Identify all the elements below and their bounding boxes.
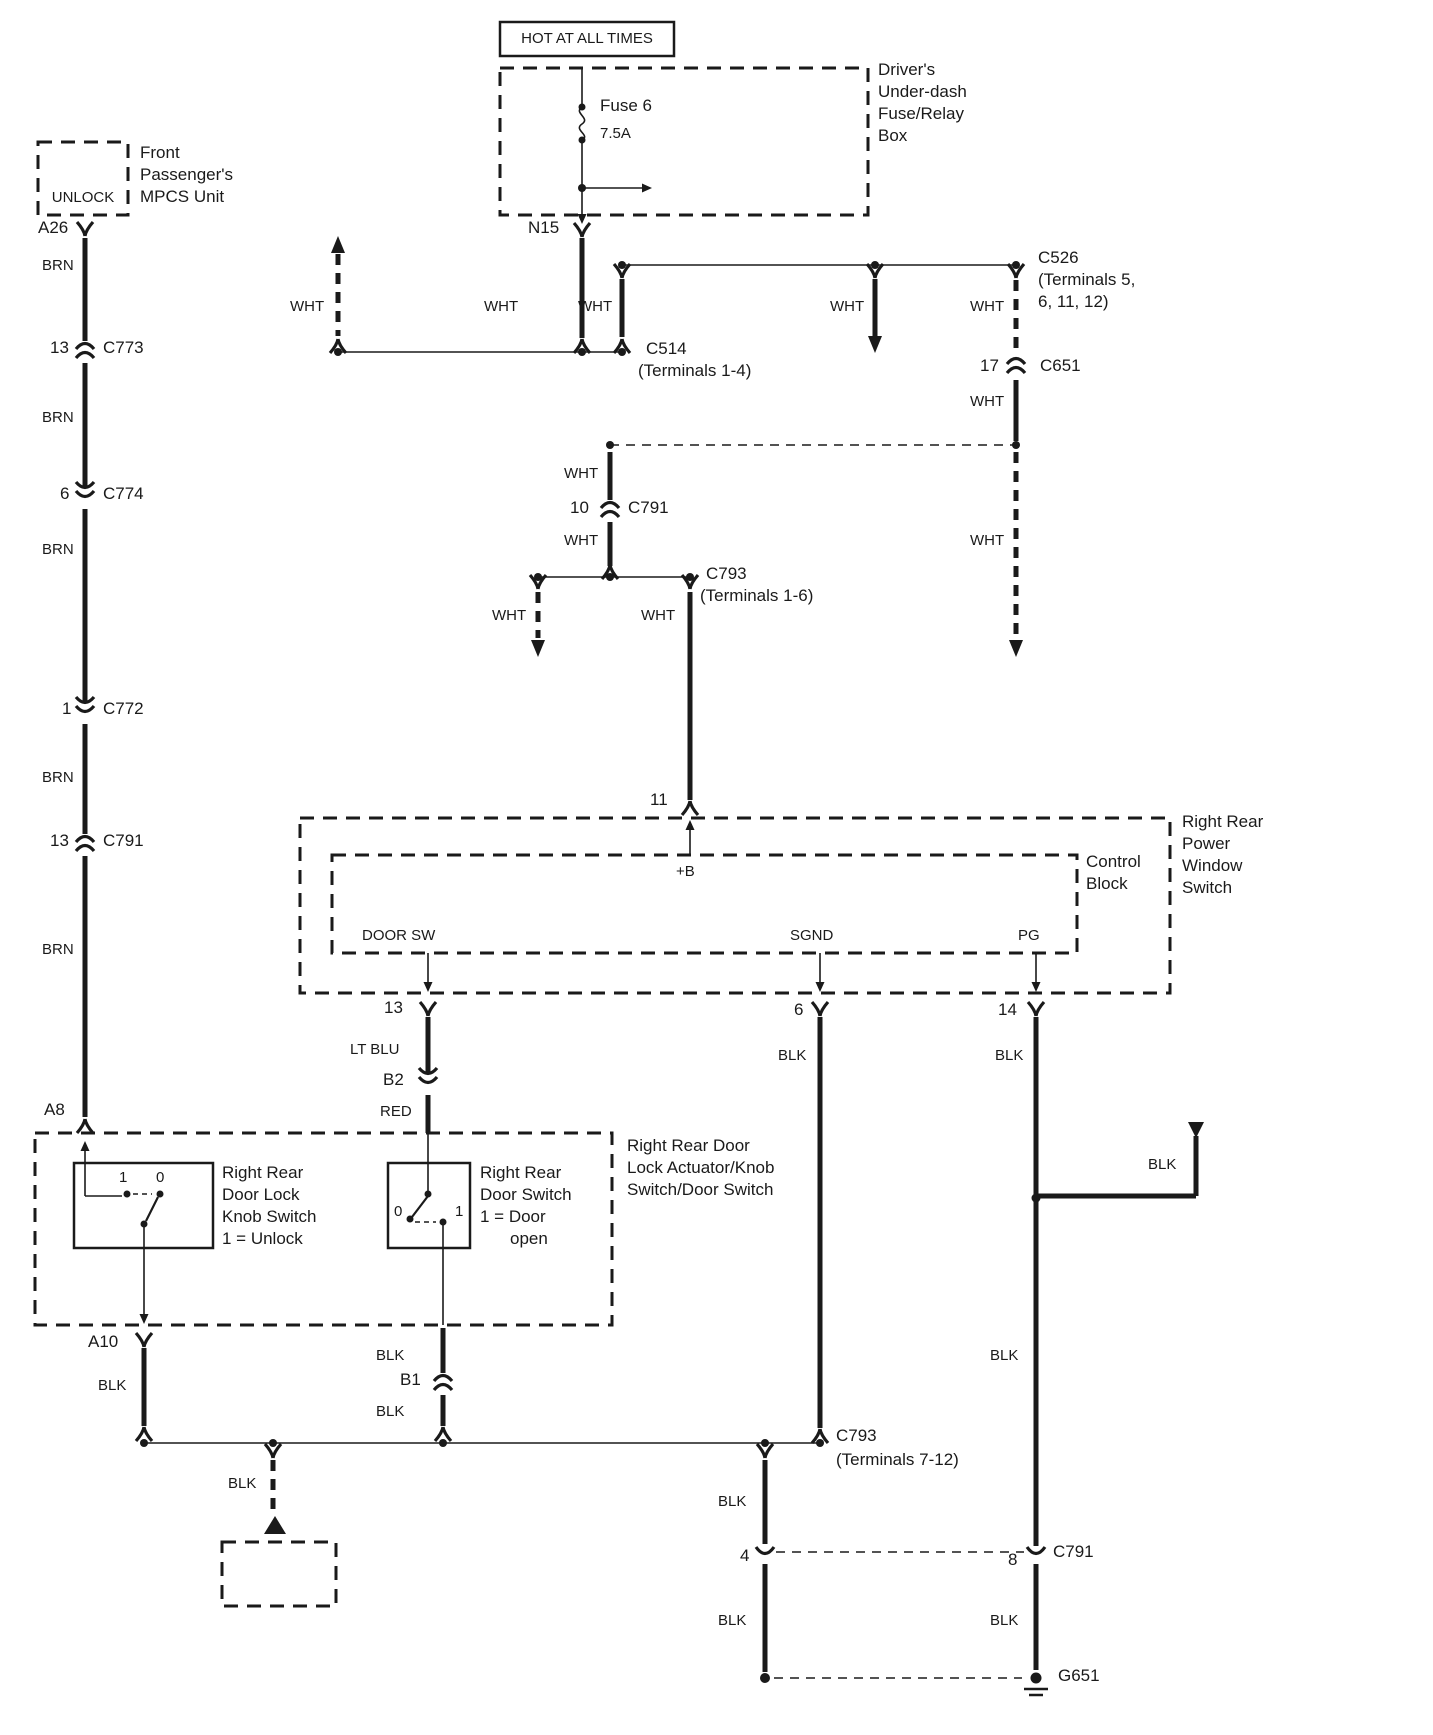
connector-c791-4-icon xyxy=(756,1547,774,1554)
switch-lever xyxy=(146,1197,158,1221)
connector-c791-left-icon xyxy=(76,837,94,852)
sgnd-wire xyxy=(812,1002,828,1443)
pin-door-sw-label: DOOR SW xyxy=(362,927,436,944)
wire-color-wht: WHT xyxy=(290,298,325,315)
wire-color-wht: WHT xyxy=(970,298,1005,315)
door-switch-label-2: Door Switch xyxy=(480,1185,572,1204)
wire-color-blk: BLK xyxy=(778,1047,807,1064)
knob-switch-label-1: Right Rear xyxy=(222,1163,304,1182)
offpage-arrow-icon xyxy=(1188,1122,1204,1138)
c514-name-label: C514 xyxy=(646,339,687,358)
mpcs-label-2: Passenger's xyxy=(140,165,234,184)
ground-g651-label: G651 xyxy=(1058,1666,1100,1685)
wire-color-lt-blu: LT BLU xyxy=(350,1041,400,1058)
control-block-box xyxy=(332,855,1077,953)
connector-c773-icon xyxy=(76,344,94,359)
c791-mid-name-label: C791 xyxy=(628,498,669,517)
wire-color-blk: BLK xyxy=(376,1347,405,1364)
mpcs-label-3: MPCS Unit xyxy=(140,187,225,206)
wire-color-wht: WHT xyxy=(484,298,519,315)
terminal-a10-label: A10 xyxy=(88,1332,119,1351)
c793-top-terminals-label: (Terminals 1-6) xyxy=(700,586,814,605)
power-window-switch-box xyxy=(300,818,1170,993)
window-switch-label-3: Window xyxy=(1182,856,1243,875)
wire-color-blk: BLK xyxy=(718,1612,747,1629)
offpage-arrow-down-icon xyxy=(1009,640,1023,657)
door-unit-label-3: Switch/Door Switch xyxy=(627,1180,774,1199)
pin-11-label: 11 xyxy=(650,790,668,809)
window-switch-internals xyxy=(424,820,1041,992)
wire-color-wht: WHT xyxy=(830,298,865,315)
c772-pin-label: 1 xyxy=(62,699,72,718)
wire-color-wht: WHT xyxy=(492,607,527,624)
c774-pin-label: 6 xyxy=(60,484,70,503)
c791-bottom-pin-8-label: 8 xyxy=(1008,1550,1018,1569)
mpcs-label-1: Front xyxy=(140,143,180,162)
wire-color-brn: BRN xyxy=(42,941,74,958)
pin-b-label: +B xyxy=(676,863,695,880)
brn-column xyxy=(76,222,94,1133)
door-switch-pos-1: 1 xyxy=(455,1203,464,1220)
wire-color-blk: BLK xyxy=(376,1403,405,1420)
terminal-n15-label: N15 xyxy=(528,218,560,237)
wire-color-blk: BLK xyxy=(990,1612,1019,1629)
door-switch-internals xyxy=(407,1191,447,1326)
door-unit-label-1: Right Rear Door xyxy=(627,1136,750,1155)
arrow-down-icon xyxy=(578,214,587,224)
fuse-box-label-4: Box xyxy=(878,126,908,145)
c793-bottom-name-label: C793 xyxy=(836,1426,877,1445)
knob-switch-label-4: 1 = Unlock xyxy=(222,1229,303,1248)
wire-color-blk: BLK xyxy=(990,1347,1019,1364)
terminal-6-label: 6 xyxy=(794,1000,804,1019)
c774-name-label: C774 xyxy=(103,484,144,503)
switch-lever xyxy=(412,1196,428,1217)
c793-bottom-terminals-label: (Terminals 7-12) xyxy=(836,1450,959,1469)
door-switch-label-3: 1 = Door xyxy=(480,1207,546,1226)
terminal-13-label: 13 xyxy=(384,998,403,1017)
c514-terminals-label: (Terminals 1-4) xyxy=(638,361,752,380)
c773-pin-label: 13 xyxy=(50,338,69,357)
wire-color-blk: BLK xyxy=(98,1377,127,1394)
wire-color-wht: WHT xyxy=(578,298,613,315)
control-block-label-2: Block xyxy=(1086,874,1128,893)
fuse-icon xyxy=(579,107,584,140)
knob-switch-label-2: Door Lock xyxy=(222,1185,300,1204)
wire-color-wht: WHT xyxy=(641,607,676,624)
ground-icon xyxy=(1031,1673,1042,1684)
wire-color-blk: BLK xyxy=(995,1047,1024,1064)
offpage-box xyxy=(222,1542,336,1606)
connector-c791-8-icon xyxy=(1027,1547,1045,1554)
wire-color-brn: BRN xyxy=(42,257,74,274)
wire-color-wht: WHT xyxy=(564,532,599,549)
pg-wire xyxy=(1024,1002,1204,1695)
connector-b1-icon xyxy=(434,1376,452,1391)
terminal-14-label: 14 xyxy=(998,1000,1017,1019)
offpage-arrow-up-icon xyxy=(331,236,345,253)
arrow-right-icon xyxy=(642,184,652,193)
window-switch-label-1: Right Rear xyxy=(1182,812,1264,831)
c526-terminals-label-2: 6, 11, 12) xyxy=(1038,292,1109,311)
c651-pin-label: 17 xyxy=(980,356,999,375)
terminal-a8-label: A8 xyxy=(44,1100,65,1119)
wire-color-blk: BLK xyxy=(228,1475,257,1492)
unlock-label: UNLOCK xyxy=(51,189,115,206)
c791-left-pin-label: 13 xyxy=(50,831,69,850)
c791-bottom-name-label: C791 xyxy=(1053,1542,1094,1561)
c773-name-label: C773 xyxy=(103,338,144,357)
control-block-label-1: Control xyxy=(1086,852,1141,871)
offpage-arrow-down-icon xyxy=(868,336,882,353)
wire-color-blk: BLK xyxy=(718,1493,747,1510)
fuse-box-label-2: Under-dash xyxy=(878,82,967,101)
terminal-b1-label: B1 xyxy=(400,1370,421,1389)
c793-top-name-label: C793 xyxy=(706,564,747,583)
door-switch-label-4: open xyxy=(510,1229,548,1248)
fuse-rating-label: 7.5A xyxy=(600,125,631,142)
connector-c651-icon xyxy=(1007,359,1025,374)
connector-c791-icon xyxy=(601,503,619,518)
fuse-box-label-1: Driver's xyxy=(878,60,936,79)
window-switch-label-4: Switch xyxy=(1182,878,1233,897)
c791-left-name-label: C791 xyxy=(103,831,144,850)
wht-rail-network xyxy=(330,223,1025,815)
c526-terminals-label-1: (Terminals 5, xyxy=(1038,270,1136,289)
door-unit-label-2: Lock Actuator/Knob xyxy=(627,1158,775,1177)
c651-name-label: C651 xyxy=(1040,356,1081,375)
ground-bus-network xyxy=(136,1328,1024,1683)
fuse-relay-box xyxy=(500,68,868,215)
pin-sgnd-label: SGND xyxy=(790,927,834,944)
knob-switch-pos-0: 0 xyxy=(156,1169,165,1186)
wire-color-brn: BRN xyxy=(42,541,74,558)
c791-mid-pin-label: 10 xyxy=(570,498,589,517)
wire-color-wht: WHT xyxy=(970,532,1005,549)
wire-color-wht: WHT xyxy=(970,393,1005,410)
knob-switch-label-3: Knob Switch xyxy=(222,1207,317,1226)
wire-color-wht: WHT xyxy=(564,465,599,482)
knob-switch-pos-1: 1 xyxy=(119,1169,128,1186)
wire-color-red: RED xyxy=(380,1103,412,1120)
offpage-arrow-down-icon xyxy=(531,640,545,657)
pin-pg-label: PG xyxy=(1018,927,1040,944)
door-switch-label-1: Right Rear xyxy=(480,1163,562,1182)
fuse-circuit xyxy=(578,68,653,224)
c772-name-label: C772 xyxy=(103,699,144,718)
c526-name-label: C526 xyxy=(1038,248,1079,267)
wire-color-brn: BRN xyxy=(42,769,74,786)
wire-color-blk: BLK xyxy=(1148,1156,1177,1173)
terminal-b2-label: B2 xyxy=(383,1070,404,1089)
window-switch-label-2: Power xyxy=(1182,834,1231,853)
door-switch-pos-0: 0 xyxy=(394,1203,403,1220)
c791-bottom-pin-4-label: 4 xyxy=(740,1546,750,1565)
fuse-box-label-3: Fuse/Relay xyxy=(878,104,964,123)
fuse-name-label: Fuse 6 xyxy=(600,96,652,115)
wire-color-brn: BRN xyxy=(42,409,74,426)
terminal-a26-label: A26 xyxy=(38,218,69,237)
hot-at-all-times-label: HOT AT ALL TIMES xyxy=(521,30,653,47)
offpage-arrow-icon xyxy=(264,1516,286,1534)
